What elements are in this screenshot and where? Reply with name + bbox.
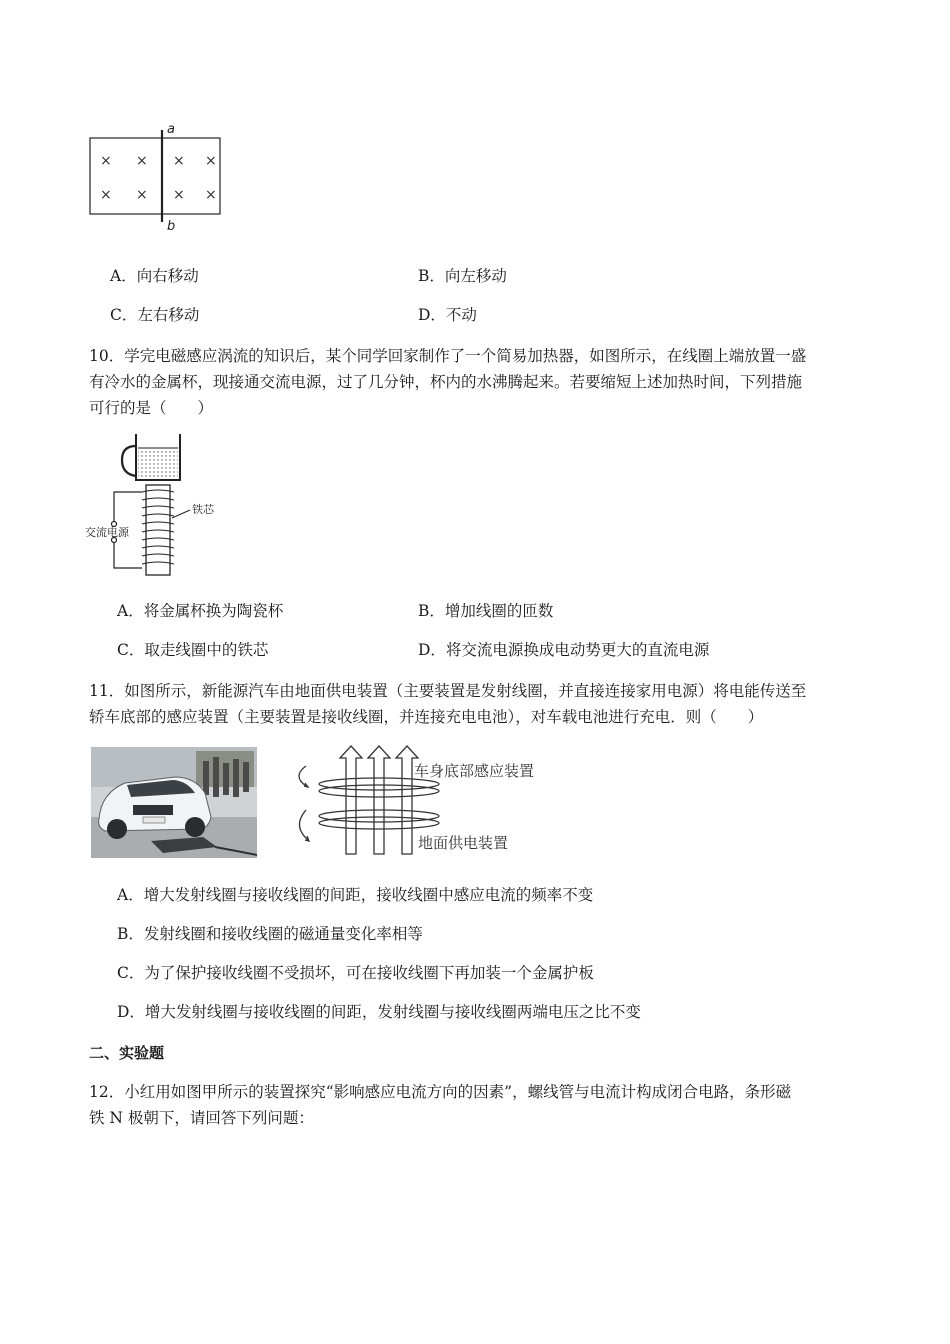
- q10-stem-line2: 有冷水的金属杯，现接通交流电源，过了几分钟，杯内的水沸腾起来。若要缩短上述加热时间，下列措施: [89, 373, 803, 391]
- q12-stem-line2: 铁 N 极朝下，请回答下列问题：: [89, 1109, 314, 1127]
- field-cross-mark: ×: [173, 187, 185, 203]
- iron-core-label: 铁芯: [192, 503, 214, 516]
- q10-stem-line3: 可行的是（ ）: [89, 399, 214, 417]
- field-cross-mark: ×: [205, 187, 217, 203]
- q10-option-a: A．将金属杯换为陶瓷杯: [117, 602, 284, 620]
- magnetic-flux-arrows: [340, 746, 418, 854]
- rod-label-a: a: [167, 122, 175, 137]
- wireless-charging-diagram: [290, 744, 560, 860]
- section-title: 二、实验题: [89, 1044, 165, 1062]
- field-cross-mark: ×: [173, 153, 185, 169]
- metal-cup: [122, 434, 180, 480]
- q11-stem-line2: 轿车底部的感应装置（主要装置是接收线圈，并连接充电电池），对车载电池进行充电．则（ ）: [89, 708, 764, 726]
- rod-label-b: b: [167, 219, 176, 234]
- q9-option-a: A．向右移动: [110, 267, 199, 285]
- ev-charging-photo: [91, 747, 257, 858]
- field-cross-mark: ×: [205, 153, 217, 169]
- field-cross-mark: ×: [136, 153, 148, 169]
- q11-option-c: C．为了保护接收线圈不受损坏，可在接收线圈下再加装一个金属护板: [117, 964, 594, 982]
- receiver-label: 车身底部感应装置: [414, 762, 535, 780]
- q10-option-b: B．增加线圈的匝数: [418, 602, 554, 620]
- magnetic-field-figure: [86, 118, 226, 236]
- field-cross-mark: ×: [100, 187, 112, 203]
- q10-stem-line1: 10．学完电磁感应涡流的知识后，某个同学回家制作了一个简易加热器，如图所示，在线圈上端放置一盛: [89, 347, 807, 365]
- ac-source-label: 交流电源: [85, 526, 129, 539]
- q10-option-c: C．取走线圈中的铁芯: [117, 641, 269, 659]
- induction-heater-figure: [84, 430, 234, 580]
- q11-stem-line1: 11．如图所示，新能源汽车由地面供电装置（主要装置是发射线圈，并直接连接家用电源）将电能传送至: [89, 682, 807, 700]
- iron-core-coil: [142, 485, 174, 575]
- q9-option-c: C．左右移动: [110, 306, 200, 324]
- q9-option-d: D．不动: [418, 306, 477, 324]
- q11-option-b: B．发射线圈和接收线圈的磁通量变化率相等: [117, 925, 423, 943]
- q12-stem-line1: 12．小红用如图甲所示的装置探究“影响感应电流方向的因素”，螺线管与电流计构成闭合电路，条形磁: [89, 1083, 792, 1101]
- transmitter-label: 地面供电装置: [418, 834, 509, 852]
- q10-option-d: D．将交流电源换成电动势更大的直流电源: [418, 641, 710, 659]
- q11-option-a: A．增大发射线圈与接收线圈的间距，接收线圈中感应电流的频率不变: [117, 886, 594, 904]
- q11-option-d: D．增大发射线圈与接收线圈的间距，发射线圈与接收线圈两端电压之比不变: [117, 1003, 641, 1021]
- field-cross-mark: ×: [100, 153, 112, 169]
- q9-option-b: B．向左移动: [418, 267, 507, 285]
- field-cross-mark: ×: [136, 187, 148, 203]
